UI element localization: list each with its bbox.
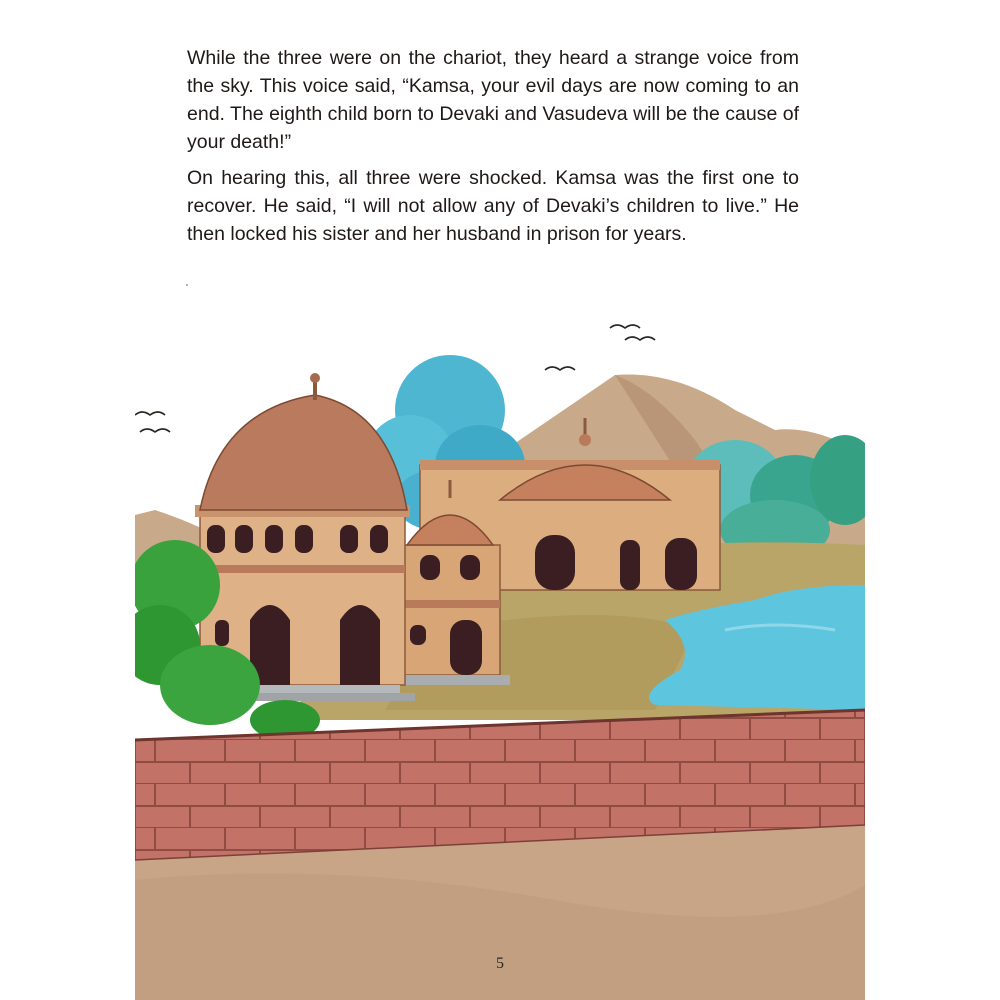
story-paragraph-1: While the three were on the chariot, they heard a strange voice from the sky. This voice said, “Kamsa, your evil days are now coming to an end. The eighth child born to Devaki and Vasudeva will be the cause of your death!” [187,47,799,153]
palace-illustration [135,300,865,1000]
ink-speck [186,284,188,286]
page-number: 5 [496,955,504,972]
story-text [187,44,799,256]
story-paragraph-2: On hearing this, all three were shocked. Kamsa was the first one to recover. He said, “I will not allow any of Devaki’s children to live.” He then locked his sister and her husband in prison for years. [187,167,799,245]
